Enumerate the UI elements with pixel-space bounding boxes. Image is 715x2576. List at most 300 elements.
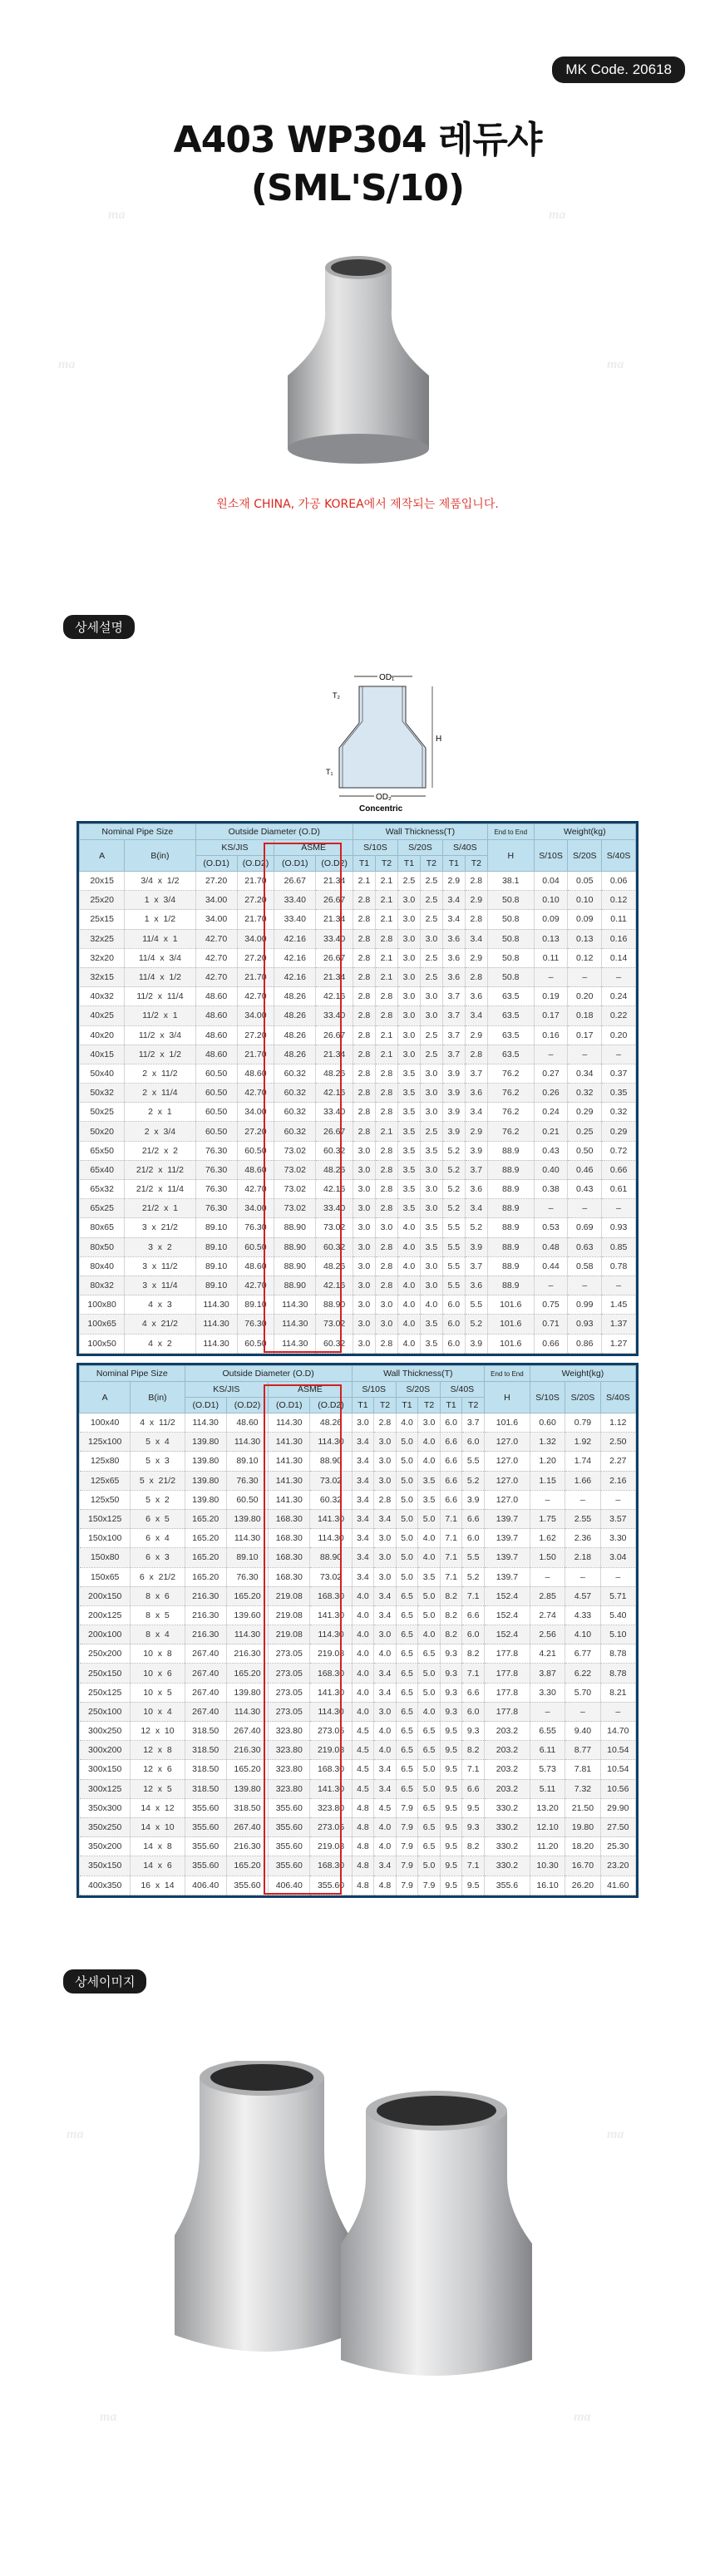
table-cell: 2.8 [353, 910, 376, 929]
table-cell: 2.9 [442, 872, 465, 891]
table-cell: 2.1 [375, 948, 397, 967]
table-cell: 355.60 [269, 1856, 310, 1875]
table-cell: 2.8 [465, 872, 487, 891]
table-cell: 23.20 [600, 1856, 635, 1875]
table-cell: 6.5 [396, 1722, 418, 1741]
table-cell: 3.57 [600, 1509, 635, 1528]
table-cell: 0.18 [568, 1006, 602, 1025]
table-cell: 3.5 [397, 1160, 420, 1179]
table-cell: 114.30 [310, 1529, 352, 1548]
table-cell: 3.0 [374, 1452, 397, 1471]
header-b: B(in) [125, 840, 195, 872]
table-cell: 4.8 [352, 1817, 374, 1836]
watermark: ma [67, 2127, 84, 2141]
table-cell: 21.34 [316, 910, 353, 929]
table-cell: 6.5 [418, 1644, 441, 1664]
table-cell: 318.50 [185, 1722, 226, 1741]
table-cell: 165.20 [185, 1548, 226, 1567]
table-cell: 73.02 [310, 1567, 352, 1586]
table-cell: 89.10 [195, 1218, 237, 1237]
table-cell: 7.81 [565, 1760, 600, 1779]
header-s40: S/40S [442, 840, 487, 856]
table-cell: 3.0 [397, 1006, 420, 1025]
table-cell: 88.9 [487, 1237, 534, 1256]
table-cell: 2.8 [374, 1413, 397, 1433]
table-cell: 1.15 [530, 1471, 565, 1490]
table-cell: 3.0 [420, 987, 442, 1006]
table-cell: 16 x 14 [131, 1875, 185, 1895]
table-cell: 250x200 [80, 1644, 131, 1664]
table-cell: 0.10 [568, 891, 602, 910]
table-cell: 88.90 [310, 1548, 352, 1567]
table-cell: 2.8 [353, 891, 376, 910]
table-cell: 3.7 [465, 1256, 487, 1276]
table-cell: 355.60 [185, 1798, 226, 1817]
table-cell: 203.2 [484, 1741, 530, 1760]
table-cell: 2.1 [375, 1122, 397, 1141]
table-cell: 76.30 [237, 1315, 274, 1334]
table-cell: 0.06 [602, 872, 636, 891]
table-cell: 5.40 [600, 1605, 635, 1625]
table-cell: 26.67 [316, 948, 353, 967]
table-cell: – [602, 1199, 636, 1218]
table-cell: 216.30 [185, 1625, 226, 1644]
table-cell: 273.05 [310, 1817, 352, 1836]
table-cell: 21.70 [237, 910, 274, 929]
table-cell: 114.30 [310, 1625, 352, 1644]
table-cell: 7.9 [418, 1875, 441, 1895]
header-nps: Nominal Pipe Size [80, 824, 196, 840]
table-cell: 10 x 6 [131, 1664, 185, 1683]
header-asme-od2: (O.D2) [316, 856, 353, 872]
table-cell: 5.5 [442, 1237, 465, 1256]
table-cell: 34.00 [237, 1199, 274, 1218]
table-cell: 2.9 [465, 891, 487, 910]
table-row [80, 1779, 636, 1798]
table-cell: 0.37 [602, 1064, 636, 1083]
table-cell: 3.7 [442, 1025, 465, 1045]
diagram-t2-label: T₂ [333, 691, 340, 700]
table-cell: 0.93 [568, 1315, 602, 1334]
table-cell: 7.1 [462, 1760, 485, 1779]
table-cell: 2.9 [465, 1122, 487, 1141]
table-cell: 127.0 [484, 1471, 530, 1490]
table-cell: 267.40 [185, 1644, 226, 1664]
table-cell: 0.26 [534, 1084, 568, 1103]
table-cell: 0.22 [602, 1006, 636, 1025]
table-cell: 355.60 [269, 1798, 310, 1817]
table-cell: 4 x 3 [125, 1295, 195, 1315]
table-cell: 355.60 [185, 1856, 226, 1875]
table-cell: 3.0 [374, 1625, 397, 1644]
table-cell: 168.30 [269, 1548, 310, 1567]
header-od: Outside Diameter (O.D) [185, 1366, 352, 1382]
table-cell: 4.5 [352, 1722, 374, 1741]
table-row [80, 1837, 636, 1856]
table-cell: 3.0 [420, 1276, 442, 1295]
table-row [80, 1664, 636, 1683]
table-cell: 8.77 [565, 1741, 600, 1760]
table-cell: 5.0 [396, 1567, 418, 1586]
table-cell: 0.58 [568, 1256, 602, 1276]
table-row [80, 1413, 636, 1433]
table-cell: 0.14 [602, 948, 636, 967]
table-cell: 1.62 [530, 1529, 565, 1548]
table-cell: 50x20 [80, 1122, 125, 1141]
table-cell: 6.5 [418, 1837, 441, 1856]
table-cell: 5.0 [396, 1548, 418, 1567]
table-cell: 114.30 [274, 1334, 316, 1353]
table-cell: 33.40 [274, 910, 316, 929]
table-cell: 2.27 [600, 1452, 635, 1471]
table-cell: 3.0 [397, 1045, 420, 1064]
table-cell: 9.3 [440, 1683, 462, 1702]
table-cell: 4.0 [397, 1237, 420, 1256]
table-cell: 60.50 [237, 1141, 274, 1160]
table-cell: 73.02 [274, 1199, 316, 1218]
table-cell: 5.0 [418, 1683, 441, 1702]
table-cell: 42.70 [237, 1276, 274, 1295]
table-cell: 165.20 [185, 1509, 226, 1528]
table-cell: 406.40 [269, 1875, 310, 1895]
table-cell: 0.12 [568, 948, 602, 967]
table-row [80, 1433, 636, 1452]
table-cell: 216.30 [226, 1741, 268, 1760]
table-cell: 0.09 [534, 910, 568, 929]
table-cell: 3.4 [352, 1548, 374, 1567]
table-cell: 76.2 [487, 1064, 534, 1083]
table-cell: 5.2 [442, 1160, 465, 1179]
table-cell: 48.60 [195, 1045, 237, 1064]
table-cell: 76.30 [237, 1218, 274, 1237]
table-cell: 165.20 [226, 1760, 268, 1779]
table-cell: – [568, 967, 602, 986]
table-cell: 26.67 [274, 872, 316, 891]
table-cell: 4.0 [352, 1625, 374, 1644]
table-cell: 3.4 [352, 1567, 374, 1586]
table-cell: 3.5 [418, 1490, 441, 1509]
table-cell: 323.80 [310, 1798, 352, 1817]
table-cell: 2.8 [353, 1103, 376, 1122]
table-cell: 76.2 [487, 1122, 534, 1141]
table-cell: 12 x 10 [131, 1722, 185, 1741]
header-s20: S/20S [397, 840, 442, 856]
table-cell: 2.8 [375, 1160, 397, 1179]
table-cell: 48.26 [316, 1160, 353, 1179]
table-cell: 6.5 [418, 1722, 441, 1741]
table-cell: 6.5 [396, 1605, 418, 1625]
table-cell: 3.0 [374, 1567, 397, 1586]
table-cell: 40x20 [80, 1025, 125, 1045]
table-cell: 50.8 [487, 967, 534, 986]
header-s10: S/10S [353, 840, 398, 856]
header-w-s10: S/10S [534, 840, 568, 872]
table-cell: 5 x 21/2 [131, 1471, 185, 1490]
header-t2-b: T2 [420, 856, 442, 872]
table-cell: 0.35 [602, 1084, 636, 1103]
table-cell: 3.0 [420, 1180, 442, 1199]
table-cell: 5.5 [462, 1452, 485, 1471]
table-row [80, 1160, 636, 1179]
table-cell: 1.37 [602, 1315, 636, 1334]
table-cell: 0.44 [534, 1256, 568, 1276]
table-cell: 48.60 [237, 1064, 274, 1083]
table-cell: 1.32 [530, 1433, 565, 1452]
table-cell: 2.8 [375, 1084, 397, 1103]
table-cell: 10.30 [530, 1856, 565, 1875]
table-cell: 3.0 [397, 910, 420, 929]
table-cell: 300x150 [80, 1760, 131, 1779]
table-cell: 0.38 [534, 1180, 568, 1199]
table-cell: 76.30 [226, 1567, 268, 1586]
table-cell: 3.9 [442, 1084, 465, 1103]
table-cell: 7.1 [462, 1664, 485, 1683]
table-cell: 0.66 [534, 1334, 568, 1353]
table-cell: 168.30 [269, 1567, 310, 1586]
table-cell: 73.02 [310, 1471, 352, 1490]
table-cell: 27.20 [237, 1122, 274, 1141]
table-cell: 11.20 [530, 1837, 565, 1856]
table-cell: 42.70 [237, 1180, 274, 1199]
table-cell: 0.17 [534, 1006, 568, 1025]
table-cell: 88.9 [487, 1276, 534, 1295]
table-cell: 6.5 [396, 1741, 418, 1760]
table-cell: 76.30 [195, 1160, 237, 1179]
table-cell: 76.30 [195, 1199, 237, 1218]
table-cell: 139.80 [226, 1509, 268, 1528]
table-cell: 80x50 [80, 1237, 125, 1256]
table-cell: 318.50 [185, 1779, 226, 1798]
table-cell: 125x100 [80, 1433, 131, 1452]
table-cell: 168.30 [310, 1856, 352, 1875]
table-cell: 2.85 [530, 1586, 565, 1605]
table-cell: 7.9 [396, 1798, 418, 1817]
table-cell: 88.90 [274, 1218, 316, 1237]
table-cell: 3.0 [420, 1006, 442, 1025]
table-cell: 3.0 [374, 1471, 397, 1490]
table-cell: 6.11 [530, 1741, 565, 1760]
table-cell: 11/4 x 1/2 [125, 967, 195, 986]
table-cell: 330.2 [484, 1856, 530, 1875]
table-cell: 50x32 [80, 1084, 125, 1103]
table-cell: 10.54 [600, 1741, 635, 1760]
table-row [80, 1122, 636, 1141]
table-cell: 168.30 [310, 1586, 352, 1605]
table-cell: 14 x 10 [131, 1817, 185, 1836]
table-cell: 2.8 [375, 1180, 397, 1199]
table-cell: 3.4 [352, 1509, 374, 1528]
table-cell: 125x65 [80, 1471, 131, 1490]
table-cell: 9.5 [440, 1722, 462, 1741]
table-cell: 9.5 [440, 1798, 462, 1817]
table-cell: 203.2 [484, 1779, 530, 1798]
table-cell: 42.16 [316, 1276, 353, 1295]
table-cell: 3.5 [397, 1064, 420, 1083]
table-row [80, 1064, 636, 1083]
table-cell: 48.26 [310, 1413, 352, 1433]
table-cell: 3.9 [462, 1490, 485, 1509]
table-cell: 323.80 [269, 1741, 310, 1760]
table-cell: 2.8 [375, 929, 397, 948]
table-row [80, 1644, 636, 1664]
header-s40: S/40S [440, 1382, 484, 1398]
table-cell: 2.5 [397, 872, 420, 891]
table-cell: 27.50 [600, 1817, 635, 1836]
table-cell: 4.0 [418, 1702, 441, 1721]
table-cell: 3.0 [374, 1529, 397, 1548]
table-row [80, 1760, 636, 1779]
table-cell: 14 x 8 [131, 1837, 185, 1856]
table-cell: 6.5 [396, 1779, 418, 1798]
header-od: Outside Diameter (O.D) [195, 824, 353, 840]
table-cell: 80x65 [80, 1218, 125, 1237]
table-cell: 2.8 [375, 1141, 397, 1160]
header-asme: ASME [274, 840, 353, 856]
table-cell: 89.10 [226, 1548, 268, 1567]
table-cell: 3.7 [465, 1160, 487, 1179]
table-cell: 40x32 [80, 987, 125, 1006]
table-cell: 65x32 [80, 1180, 125, 1199]
table-cell: 5.0 [418, 1586, 441, 1605]
table-cell: 8.78 [600, 1644, 635, 1664]
table-cell: 27.20 [237, 1025, 274, 1045]
table-row [80, 1276, 636, 1295]
table-cell: 60.50 [237, 1237, 274, 1256]
table-cell: 60.50 [195, 1103, 237, 1122]
header-w-s40: S/40S [600, 1382, 635, 1413]
table-cell: 4.0 [352, 1586, 374, 1605]
table-cell: 48.60 [226, 1413, 268, 1433]
table-cell: 8.78 [600, 1664, 635, 1683]
table-cell: 6.5 [396, 1644, 418, 1664]
table-cell: 4.0 [397, 1334, 420, 1353]
table-cell: 4.0 [374, 1817, 397, 1836]
table-row [80, 1025, 636, 1045]
table-cell: 273.05 [269, 1702, 310, 1721]
table-cell: 5.0 [418, 1605, 441, 1625]
table-cell: 0.17 [568, 1025, 602, 1045]
table-cell: 50x40 [80, 1064, 125, 1083]
table-cell: 50.8 [487, 948, 534, 967]
table-cell: 6 x 5 [131, 1509, 185, 1528]
table-cell: 177.8 [484, 1644, 530, 1664]
table-cell: 7.1 [440, 1509, 462, 1528]
table-cell: 3.5 [420, 1237, 442, 1256]
table-cell: 60.50 [195, 1064, 237, 1083]
table-cell: 2.8 [375, 1276, 397, 1295]
table-cell: 21.70 [237, 967, 274, 986]
table-cell: 88.90 [316, 1295, 353, 1315]
table-cell: 3.0 [397, 948, 420, 967]
table-cell: 42.16 [274, 929, 316, 948]
table-cell: 2.8 [375, 987, 397, 1006]
table-cell: 40x25 [80, 1006, 125, 1025]
spec-table-1-frame [76, 821, 639, 1356]
table-cell: 355.60 [226, 1875, 268, 1895]
table-cell: 139.7 [484, 1529, 530, 1548]
table-cell: 7.9 [396, 1837, 418, 1856]
table-cell: 0.53 [534, 1218, 568, 1237]
table-cell: 80x32 [80, 1276, 125, 1295]
table-cell: 3.4 [374, 1509, 397, 1528]
table-cell: 26.67 [316, 1122, 353, 1141]
table-cell: 63.5 [487, 1006, 534, 1025]
table-cell: 3.6 [442, 948, 465, 967]
concentric-reducer-diagram [316, 665, 449, 814]
table-cell: – [600, 1567, 635, 1586]
table-cell: 11/2 x 1 [125, 1006, 195, 1025]
table-cell: 6.6 [440, 1433, 462, 1452]
table-cell: 88.9 [487, 1141, 534, 1160]
table-cell: 88.9 [487, 1180, 534, 1199]
table-cell: 3.0 [397, 929, 420, 948]
table-cell: 12 x 8 [131, 1741, 185, 1760]
table-cell: 219.08 [269, 1586, 310, 1605]
table-cell: 9.3 [462, 1722, 485, 1741]
table-cell: 267.40 [185, 1702, 226, 1721]
table-cell: 3.9 [465, 1237, 487, 1256]
table-cell: 5.5 [462, 1548, 485, 1567]
table-cell: 2.9 [465, 1025, 487, 1045]
table-cell: 0.13 [568, 929, 602, 948]
table-cell: – [600, 1702, 635, 1721]
table-cell: 4 x 11/2 [131, 1413, 185, 1433]
table-cell: 400x350 [80, 1875, 131, 1895]
table-cell: 177.8 [484, 1664, 530, 1683]
table-cell: 330.2 [484, 1798, 530, 1817]
table-cell: 2.8 [353, 987, 376, 1006]
table-cell: 5.5 [442, 1276, 465, 1295]
table-cell: 3.0 [353, 1160, 376, 1179]
table-cell: 7.32 [565, 1779, 600, 1798]
table-cell: 5.0 [396, 1529, 418, 1548]
table-cell: 127.0 [484, 1490, 530, 1509]
table-cell: 2.8 [353, 1025, 376, 1045]
table-cell: 152.4 [484, 1625, 530, 1644]
table-cell: 12 x 5 [131, 1779, 185, 1798]
header-asme-od1: (O.D1) [269, 1398, 310, 1413]
table-row [80, 1141, 636, 1160]
table-cell: 34.00 [237, 929, 274, 948]
table-cell: 5.73 [530, 1760, 565, 1779]
table-cell: 21/2 x 11/2 [125, 1160, 195, 1179]
table-cell: 20x15 [80, 872, 125, 891]
table-cell: 100x80 [80, 1295, 125, 1315]
table-cell: 8.2 [462, 1644, 485, 1664]
table-cell: 3.9 [442, 1122, 465, 1141]
table-cell: 4.57 [565, 1586, 600, 1605]
table-cell: 4.0 [352, 1683, 374, 1702]
table-cell: 2.74 [530, 1605, 565, 1625]
table-cell: 2.8 [375, 1103, 397, 1122]
table-cell: 2.8 [353, 967, 376, 986]
table-cell: 6.0 [442, 1295, 465, 1315]
table-cell: 3.6 [442, 929, 465, 948]
spec-table-2-frame [76, 1363, 639, 1898]
table-cell: 6.0 [462, 1433, 485, 1452]
table-cell: 10 x 8 [131, 1644, 185, 1664]
table-cell: 141.30 [269, 1452, 310, 1471]
table-cell: 3.4 [374, 1683, 397, 1702]
header-w-s20: S/20S [565, 1382, 600, 1413]
table-cell: 150x100 [80, 1529, 131, 1548]
table-cell: 5.0 [396, 1509, 418, 1528]
table-cell: 42.16 [316, 1180, 353, 1199]
table-cell: 4.8 [352, 1798, 374, 1817]
table-cell: 0.75 [534, 1295, 568, 1315]
table-cell: 33.40 [274, 891, 316, 910]
diagram-od2-label: OD₂ [376, 793, 392, 802]
